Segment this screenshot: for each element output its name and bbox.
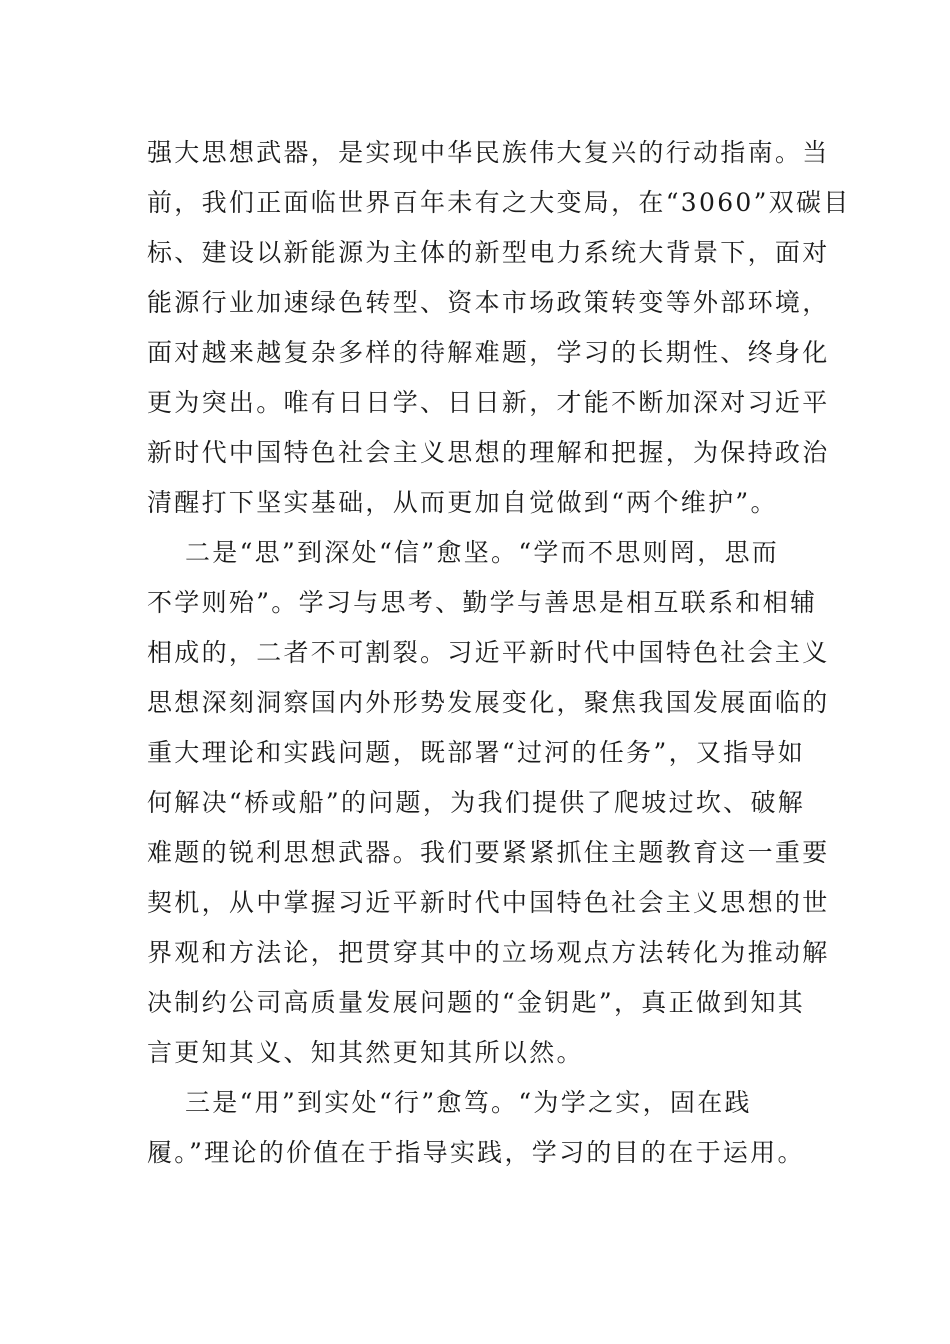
text-line: 决制约公司高质量发展问题的“金钥匙”，真正做到知其	[147, 988, 806, 1017]
text-line: 相成的，二者不可割裂。习近平新时代中国特色社会主义	[147, 638, 830, 667]
text-line: 标、建设以新能源为主体的新型电力系统大背景下，面对	[147, 238, 830, 267]
text-line: 面对越来越复杂多样的待解难题，学习的长期性、终身化	[147, 338, 830, 367]
text-line: 清醒打下坚实基础，从而更加自觉做到“两个维护”。	[147, 488, 778, 517]
text-line: 思想深刻洞察国内外形势发展变化，聚焦我国发展面临的	[147, 688, 830, 717]
text-line: 言更知其义、知其然更知其所以然。	[147, 1038, 584, 1067]
document-body	[147, 134, 851, 1184]
text-line: 界观和方法论，把贯穿其中的立场观点方法转化为推动解	[147, 938, 830, 967]
text-line: 重大理论和实践问题，既部署“过河的任务”，又指导如	[147, 738, 806, 767]
text-line: 新时代中国特色社会主义思想的理解和把握，为保持政治	[147, 438, 830, 467]
paragraph-start-line: 二是“思”到深处“信”愈坚。“学而不思则罔，思而	[185, 538, 780, 567]
text-line: 能源行业加速绿色转型、资本市场政策转变等外部环境，	[147, 288, 830, 317]
text-line: 更为突出。唯有日日学、日日新，才能不断加深对习近平	[147, 388, 830, 417]
text-line: 前，我们正面临世界百年未有之大变局，在“3060”双碳目	[147, 188, 851, 217]
text-line: 不学则殆”。学习与思考、勤学与善思是相互联系和相辅	[147, 588, 818, 617]
paragraph-start-line: 三是“用”到实处“行”愈笃。“为学之实，固在践	[185, 1088, 752, 1117]
text-line: 强大思想武器，是实现中华民族伟大复兴的行动指南。当	[147, 138, 830, 167]
text-line: 难题的锐利思想武器。我们要紧紧抓住主题教育这一重要	[147, 838, 830, 867]
text-line: 何解决“桥或船”的问题，为我们提供了爬坡过坎、破解	[147, 788, 806, 817]
text-line: 契机，从中掌握习近平新时代中国特色社会主义思想的世	[147, 888, 830, 917]
text-line: 履。”理论的价值在于指导实践，学习的目的在于运用。	[147, 1138, 805, 1167]
